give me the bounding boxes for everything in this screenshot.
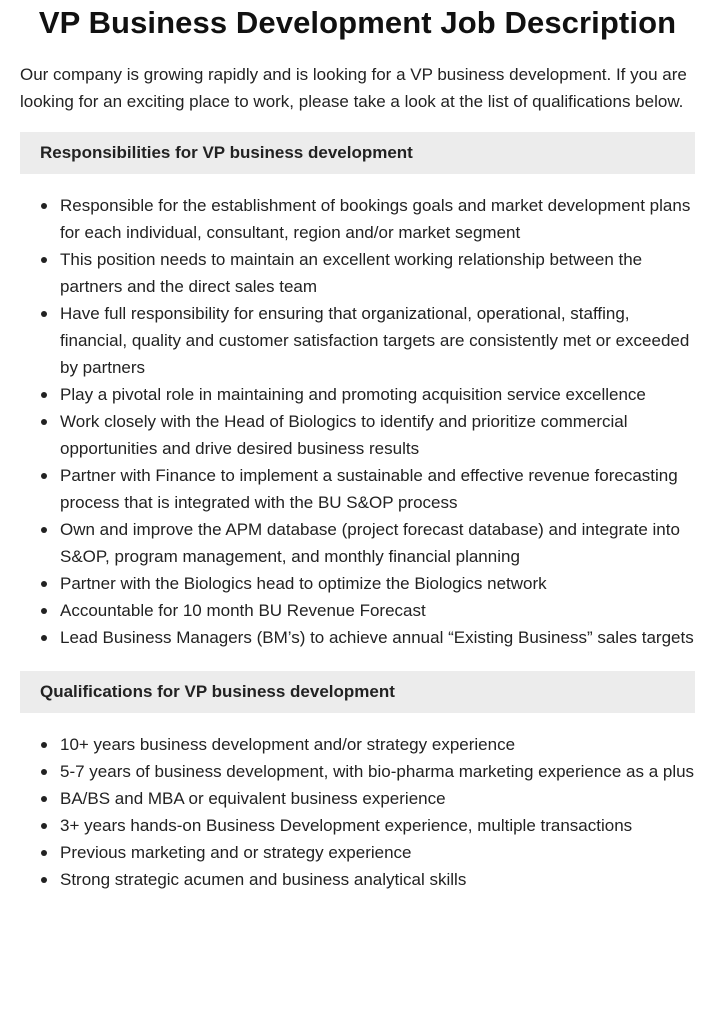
responsibility-text: Partner with Finance to implement a sustainable and effective revenue forecasting process that is integrated with the BU S&OP process (60, 466, 678, 512)
qualification-text: 3+ years hands-on Business Development experience, multiple transactions (60, 816, 633, 835)
bullet-icon (41, 796, 47, 802)
bullet-icon (41, 203, 47, 209)
qualifications-header: Qualifications for VP business development (20, 671, 695, 713)
responsibility-item (60, 462, 695, 516)
responsibility-item (60, 624, 695, 651)
qualification-item (60, 758, 695, 785)
qualification-item (60, 866, 695, 893)
qualification-text: 10+ years business development and/or strategy experience (60, 735, 516, 754)
intro-paragraph: Our company is growing rapidly and is looking for a VP business development. If you are looking for an exciting place to work, please take a look at the list of qualifications below. (20, 65, 687, 111)
qualification-text: BA/BS and MBA or equivalent business experience (60, 789, 446, 808)
responsibility-item (60, 516, 695, 570)
responsibility-item (60, 246, 695, 300)
bullet-icon (41, 635, 47, 641)
bullet-icon (41, 527, 47, 533)
page-title: VP Business Development Job Description (38, 5, 677, 40)
responsibility-text: Play a pivotal role in maintaining and promoting acquisition service excellence (60, 385, 646, 404)
qualification-item (60, 731, 695, 758)
responsibilities-list (20, 192, 695, 651)
responsibility-item (60, 300, 695, 381)
responsibility-text: This position needs to maintain an excellent working relationship between the partners and the direct sales team (60, 250, 643, 296)
responsibility-text: Work closely with the Head of Biologics to identify and prioritize commercial opportunities and drive desired business results (60, 412, 628, 458)
bullet-icon (41, 311, 47, 317)
bullet-icon (41, 581, 47, 587)
bullet-icon (41, 877, 47, 883)
responsibility-text: Have full responsibility for ensuring that organizational, operational, staffing, financial, quality and customer satisfaction targets are consistently met or exceeded by partners (60, 304, 690, 377)
responsibility-text: Lead Business Managers (BM’s) to achieve annual “Existing Business” sales targets (60, 628, 694, 647)
bullet-icon (41, 257, 47, 263)
qualification-text: Strong strategic acumen and business analytical skills (60, 870, 467, 889)
responsibility-text: Own and improve the APM database (project forecast database) and integrate into S&OP, program management, and monthly financial planning (60, 520, 680, 566)
qualification-text: Previous marketing and or strategy experience (60, 843, 412, 862)
bullet-icon (41, 392, 47, 398)
responsibility-item (60, 192, 695, 246)
bullet-icon (41, 419, 47, 425)
responsibility-text: Accountable for 10 month BU Revenue Forecast (60, 601, 426, 620)
qualification-item (60, 785, 695, 812)
responsibility-item (60, 597, 695, 624)
responsibility-item (60, 381, 695, 408)
bullet-icon (41, 850, 47, 856)
bullet-icon (41, 742, 47, 748)
responsibility-text: Responsible for the establishment of bookings goals and market development plans for each individual, consultant, region and/or market segment (60, 196, 691, 242)
responsibility-text: Partner with the Biologics head to optimize the Biologics network (60, 574, 547, 593)
responsibilities-header: Responsibilities for VP business development (20, 132, 695, 174)
bullet-icon (41, 823, 47, 829)
bullet-icon (41, 769, 47, 775)
bullet-icon (41, 473, 47, 479)
qualifications-list (20, 731, 695, 893)
qualification-item (60, 839, 695, 866)
responsibility-item (60, 408, 695, 462)
responsibility-item (60, 570, 695, 597)
qualification-item (60, 812, 695, 839)
bullet-icon (41, 608, 47, 614)
qualification-text: 5-7 years of business development, with bio-pharma marketing experience as a plus (60, 762, 695, 781)
